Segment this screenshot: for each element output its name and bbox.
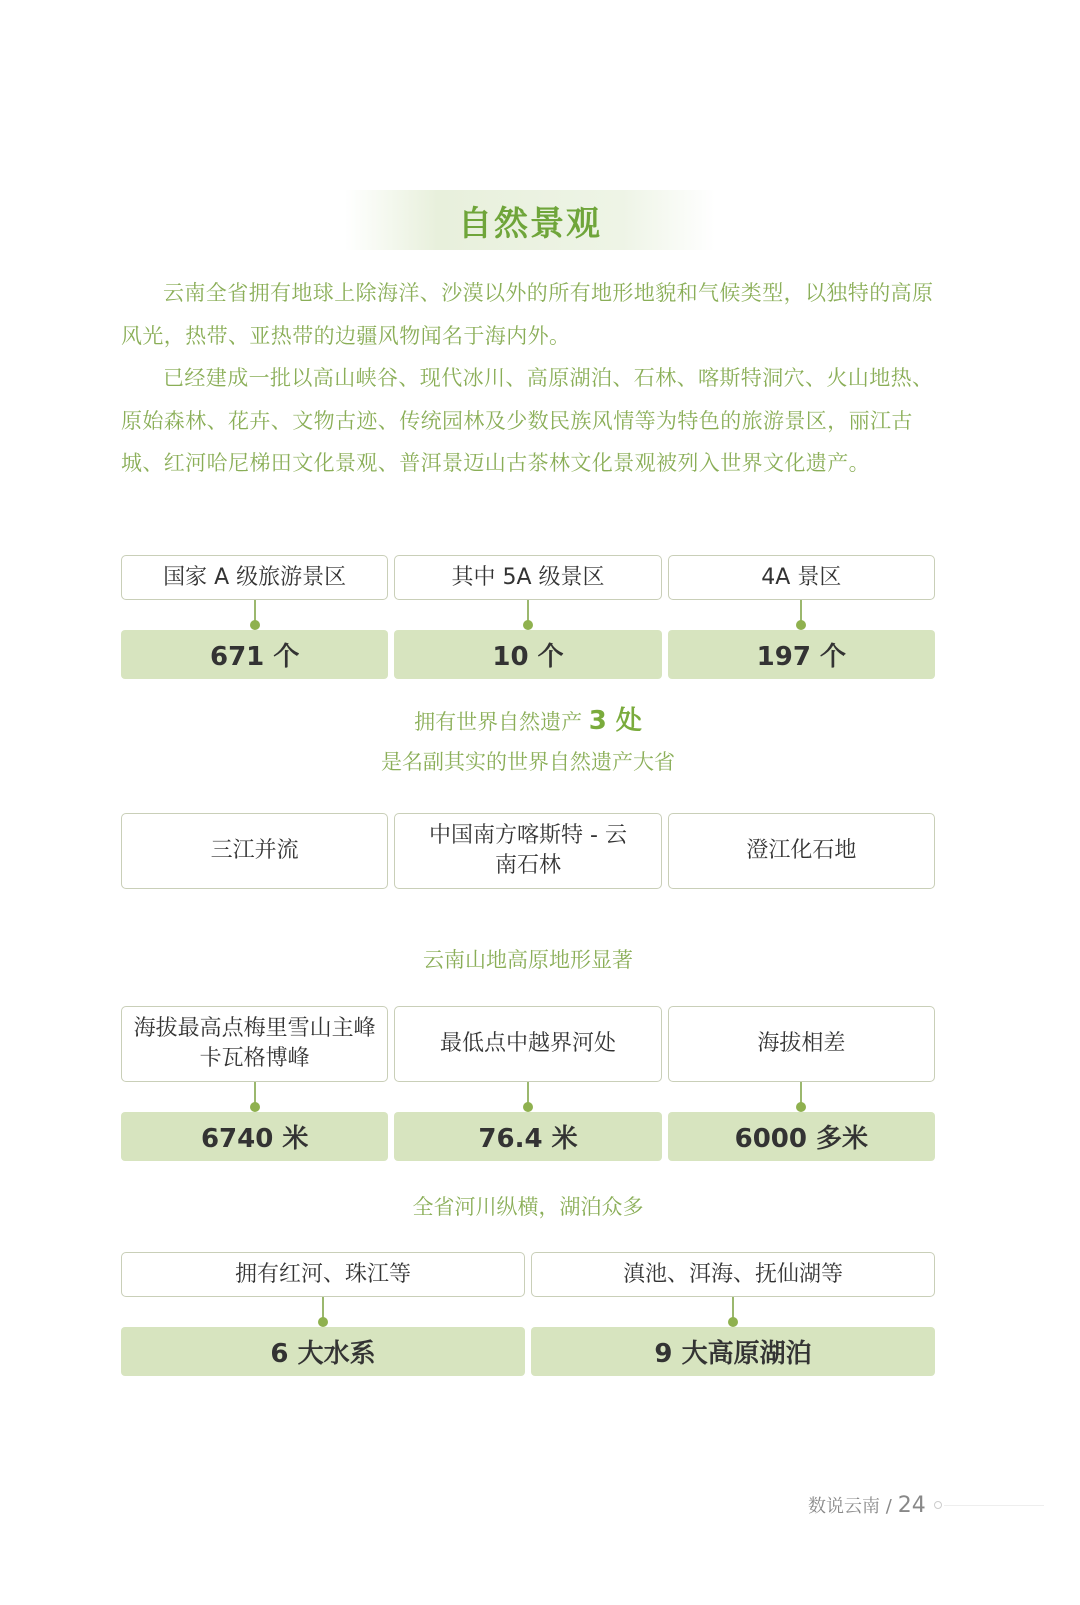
terrain-caption: 云南山地高原地形显著: [423, 948, 633, 972]
water-caption: 全省河川纵横，湖泊众多: [412, 1195, 644, 1219]
section-title: 自然景观: [458, 203, 602, 244]
stat-card: [121, 1252, 525, 1376]
connector: [800, 1082, 802, 1110]
stat-value: 6740 米: [121, 1112, 388, 1161]
stat-label: 滇池、洱海、抚仙湖等: [531, 1252, 935, 1297]
stat-card: [121, 555, 388, 679]
stat-value: 76.4 米: [394, 1112, 661, 1161]
footer-text: 数说云南 /: [808, 1496, 892, 1517]
scenic-stats: [121, 555, 935, 679]
stat-label: 最低点中越界河处: [394, 1006, 661, 1082]
terrain-stats: [121, 1006, 935, 1161]
stat-card: [531, 1252, 935, 1376]
stat-label: 拥有红河、珠江等: [121, 1252, 525, 1297]
heritage-caption-text: 拥有世界自然遗产: [414, 710, 583, 734]
water-stats: [121, 1252, 935, 1376]
heritage-caption-2: 是名副其实的世界自然遗产大省: [381, 750, 675, 774]
stat-card: [668, 1006, 935, 1161]
circle-icon: [934, 1501, 942, 1509]
stat-card: [394, 1006, 661, 1161]
stat-label: 国家 A 级旅游景区: [121, 555, 388, 600]
heritage-item: 澄江化石地: [668, 813, 935, 889]
stat-label: 海拔相差: [668, 1006, 935, 1082]
footer-divider: [944, 1505, 1044, 1506]
stat-value: 9 大高原湖泊: [531, 1327, 935, 1376]
heritage-item: 三江并流: [121, 813, 388, 889]
connector: [254, 1082, 256, 1110]
stat-value: 10 个: [394, 630, 661, 679]
heritage-count: 3 处: [588, 706, 642, 736]
connector: [254, 600, 256, 628]
heritage-item: 中国南方喀斯特 - 云南石林: [394, 813, 661, 889]
connector: [527, 1082, 529, 1110]
intro-text: [121, 272, 935, 485]
intro-paragraph: 已经建成一批以高山峡谷、现代冰川、高原湖泊、石林、喀斯特洞穴、火山地热、原始森林、花卉、文物古迹、传统园林及少数民族风情等为特色的旅游景区，丽江古城、红河哈尼梯田文化景观、普洱景迈山古茶林文化景观被列入世界文化遗产。: [121, 366, 934, 475]
stat-label: 其中 5A 级景区: [394, 555, 661, 600]
page-footer: [808, 1492, 1044, 1518]
connector: [800, 600, 802, 628]
connector: [527, 600, 529, 628]
heritage-caption: [0, 701, 1056, 743]
stat-card: [394, 555, 661, 679]
stat-value: 6 大水系: [121, 1327, 525, 1376]
section-title-band: [345, 190, 715, 250]
intro-paragraph: 云南全省拥有地球上除海洋、沙漠以外的所有地形地貌和气候类型，以独特的高原风光，热带、亚热带的边疆风物闻名于海内外。: [121, 281, 934, 348]
stat-value: 197 个: [668, 630, 935, 679]
stat-card: [668, 555, 935, 679]
heritage-list: [121, 813, 935, 889]
connector: [322, 1297, 324, 1325]
stat-card: [121, 1006, 388, 1161]
stat-label: 海拔最高点梅里雪山主峰卡瓦格博峰: [121, 1006, 388, 1082]
page-number: 24: [897, 1492, 926, 1518]
connector: [732, 1297, 734, 1325]
stat-value: 671 个: [121, 630, 388, 679]
stat-label: 4A 景区: [668, 555, 935, 600]
stat-value: 6000 多米: [668, 1112, 935, 1161]
